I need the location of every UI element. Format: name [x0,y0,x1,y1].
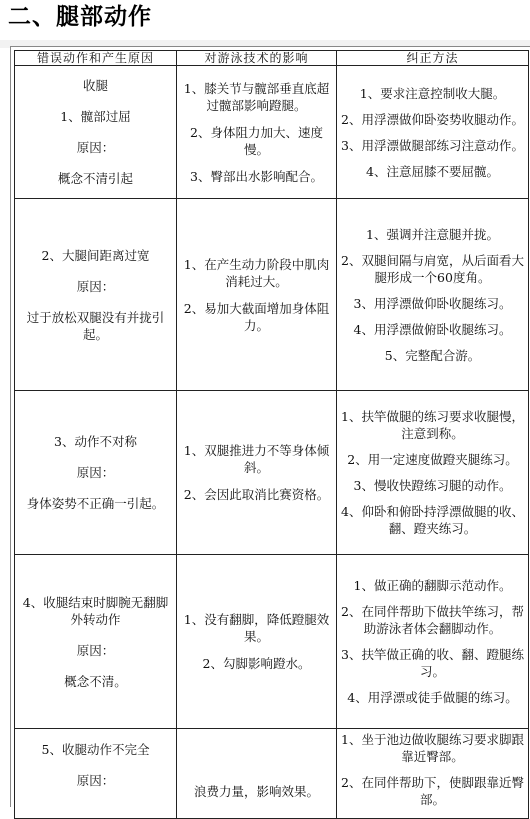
error-cell [15,555,177,729]
table-row [15,66,529,199]
correction-text: 3、用浮漂做腿部练习注意动作。 [341,137,524,153]
correction-text: 4、用浮漂做俯卧收腿练习。 [353,321,512,337]
correction-text: 5、完整配合游。 [384,347,481,363]
error-cell [15,66,177,199]
correction-text: 1、强调并注意腿并拢。 [366,226,499,242]
error-text: 概念不清。 [64,673,127,689]
correction-text: 2、在同伴帮助下做扶竿练习，帮助游泳者体会翻脚动作。 [341,604,524,636]
correction-text: 4、注意屈膝不要屈髋。 [366,163,499,179]
error-text: 原因： [76,642,115,658]
error-text: 收腿 [82,78,108,93]
correction-text: 3、用浮漂做仰卧收腿练习。 [353,295,512,311]
effect-cell [177,199,337,391]
error-text: 5、收腿动作不完全 [41,742,150,757]
effect-text: 1、在产生动力阶段中肌肉消耗过大。 [183,256,330,289]
effect-cell [177,66,337,199]
correction-text: 1、扶竿做腿的练习要求收腿慢，注意到称。 [341,409,524,441]
correction-text: 2、在同伴帮助下，使脚跟靠近臀部。 [341,775,524,807]
table-row [15,199,529,391]
correction-text: 2、双腿间隔与肩宽，从后面看大腿形成一个60度角。 [341,252,524,285]
effect-cell [177,729,337,819]
error-text: 4、收腿结束时脚腕无翻脚外转动作 [22,594,169,627]
error-text: 原因： [76,278,115,294]
error-text: 2、大腿间距离过宽 [41,247,150,263]
correction-cell [337,391,529,555]
correction-text: 1、要求注意控制收大腿。 [359,85,506,101]
effect-text: 2、会因此取消比赛资格。 [183,487,330,502]
error-cell [15,729,177,819]
table-header-row [15,51,529,66]
effect-text: 2、勾脚影响蹬水。 [202,656,311,671]
error-text: 原因： [76,140,115,155]
section-heading: 二、腿部动作 [8,4,152,30]
error-text: 概念不清引起 [57,171,133,186]
effect-text: 3、臀部出水影响配合。 [190,168,323,184]
correction-cell [337,729,529,819]
correction-cell [337,66,529,199]
header-error-and-cause: 错误动作和产生原因 [15,51,177,66]
effect-text: 1、膝关节与髋部垂直底超过髋部影响蹬腿。 [183,80,330,113]
leg-movement-error-table [14,50,529,819]
error-text: 原因： [76,773,115,788]
effect-text: 1、双腿推进力不等身体倾斜。 [183,443,330,475]
error-cell [15,199,177,391]
error-text: 身体姿势不正确一引起。 [26,496,165,511]
correction-text: 2、用一定速度做蹬夹腿练习。 [347,452,518,467]
effect-text: 2、身体阻力加大、速度慢。 [190,124,323,157]
correction-text: 4、用浮漂或徒手做腿的练习。 [347,690,518,705]
error-text: 3、动作不对称 [54,434,137,449]
correction-text: 3、扶竿做正确的收、翻、蹬腿练习。 [341,647,524,679]
correction-cell [337,199,529,391]
correction-cell [337,555,529,729]
error-cell [15,391,177,555]
error-text: 1、髋部过屈 [60,109,131,124]
effect-text: 1、没有翻脚，降低蹬腿效果。 [183,612,330,644]
effect-text: 2、易加大截面增加身体阻力。 [183,300,330,333]
table-row [15,729,529,819]
effect-cell [177,555,337,729]
correction-text: 4、仰卧和俯卧持浮漂做腿的收、翻、蹬夹练习。 [341,504,524,536]
correction-text: 2、用浮漂做仰卧姿势收腿动作。 [341,111,524,127]
correction-text: 1、做正确的翻脚示范动作。 [353,578,512,593]
table-row [15,555,529,729]
header-correction-method: 纠正方法 [337,51,529,66]
table-row [15,391,529,555]
correction-text: 3、慢收快蹬练习腿的动作。 [353,478,512,493]
error-text: 原因： [76,465,115,480]
error-text: 过于放松双腿没有并拢引起。 [26,309,165,342]
correction-text: 1、坐于池边做收腿练习要求脚跟靠近臀部。 [341,732,524,764]
header-effect-on-technique: 对游泳技术的影响 [177,51,337,66]
effect-text: 浪费力量，影响效果。 [193,784,319,799]
effect-cell [177,391,337,555]
